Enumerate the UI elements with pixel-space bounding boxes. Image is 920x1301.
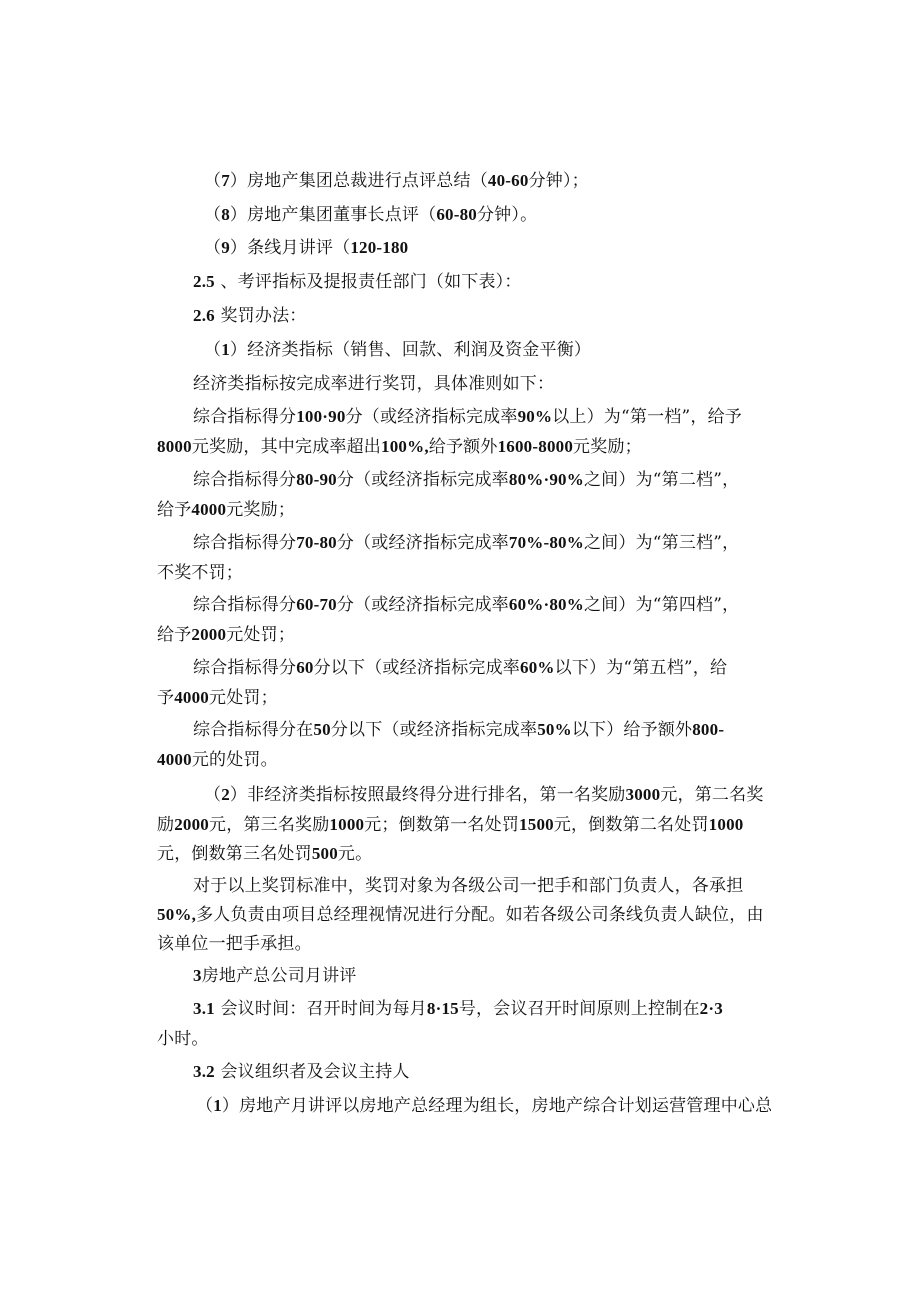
text-line: （1）经济类指标（销售、回款、利润及资金平衡） xyxy=(204,340,592,360)
text-line: 综合指标得分70-80分（或经济指标完成率70%-80%之间）为“第三档”， xyxy=(193,533,740,553)
text-line: 综合指标得分80-90分（或经济指标完成率80%·90%之间）为“第二档”， xyxy=(193,470,740,490)
text-line: 该单位一把手承担。 xyxy=(157,934,312,954)
text-line: （9）条线月讲评（120-180 xyxy=(204,238,409,258)
text-line: 综合指标得分在50分以下（或经济指标完成率50%以下）给予额外800- xyxy=(193,720,725,740)
text-line: 对于以上奖罚标准中，奖罚对象为各级公司一把手和部门负责人，各承担 xyxy=(193,876,744,896)
text-line: 小时。 xyxy=(157,1029,209,1049)
text-line: 给予4000元奖励； xyxy=(157,500,296,520)
text-line: 50%,多人负责由项目总经理视情况进行分配。如若各级公司条线负责人缺位，由 xyxy=(157,905,764,925)
text-line: （2）非经济类指标按照最终得分进行排名，第一名奖励3000元，第二名奖 xyxy=(204,785,764,805)
text-line: （7）房地产集团总裁进行点评总结（40-60分钟）； xyxy=(204,171,589,191)
section-heading: 2.6 奖罚办法： xyxy=(193,306,307,326)
text-line: 3.1 会议时间：召开时间为每月8·15号，会议召开时间原则上控制在2·3 xyxy=(193,999,723,1019)
text-line: 综合指标得分60-70分（或经济指标完成率60%·80%之间）为“第四档”， xyxy=(193,595,740,615)
text-line: 4000元的处罚。 xyxy=(157,750,278,770)
text-line: （1）房地产月讲评以房地产总经理为组长，房地产综合计划运营管理中心总 xyxy=(196,1096,773,1116)
section-heading: 2.5 、考评指标及提报责任部门（如下表）： xyxy=(193,272,522,292)
text-line: 经济类指标按完成率进行奖罚，具体准则如下： xyxy=(193,374,555,394)
text-line: 8000元奖励，其中完成率超出100%,给予额外1600-8000元奖励； xyxy=(157,437,642,457)
text-line: 予4000元处罚； xyxy=(157,688,278,708)
text-line: 元，倒数第三名处罚500元。 xyxy=(157,844,373,864)
chapter-heading: 3房地产总公司月讲评 xyxy=(193,966,357,986)
text-line: 综合指标得分100·90分（或经济指标完成率90%以上）为“第一档”，给予 xyxy=(193,407,742,427)
text-line: （8）房地产集团董事长点评（60-80分钟）。 xyxy=(204,205,538,225)
text-line: 励2000元，第三名奖励1000元；倒数第一名处罚1500元，倒数第二名处罚1000 xyxy=(157,815,744,835)
text-line: 不奖不罚； xyxy=(157,563,243,583)
text-line: 综合指标得分60分以下（或经济指标完成率60%以下）为“第五档”，给 xyxy=(193,658,728,678)
section-heading: 3.2 会议组织者及会议主持人 xyxy=(193,1062,410,1082)
text-line: 给予2000元处罚； xyxy=(157,625,296,645)
